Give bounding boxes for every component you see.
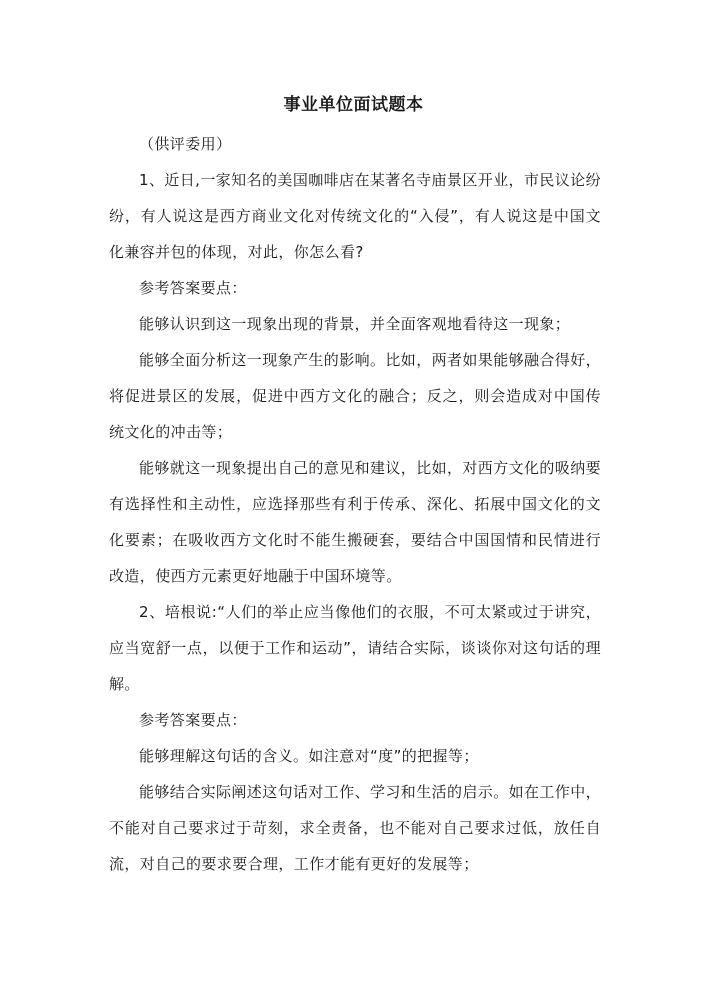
answer-heading-1: 参考答案要点： xyxy=(139,279,247,297)
question-2: 2、培根说:“人们的举止应当像他们的衣服，不可太紧或过于讲究，应当宽舒一点，以便于工作和运动”，请结合实际，谈谈你对这句话的理解。 xyxy=(109,603,601,693)
document-title: 事业单位面试题本 xyxy=(283,95,424,115)
document-body xyxy=(109,126,601,882)
answer-point-1c: 能够就这一现象提出自己的意见和建议，比如，对西方文化的吸纳要有选择性和主动性，应选择那些有利于传承、深化、拓展中国文化的文化要素；在吸收西方文化时不能生搬硬套，要结合中国国情和民情进行改造，使西方元素更好地融于中国环境等。 xyxy=(109,459,602,585)
answer-point-1a: 能够认识到这一现象出现的背景，并全面客观地看待这一现象； xyxy=(139,315,571,333)
reviewer-note: （供评委用） xyxy=(139,135,232,153)
answer-heading-2: 参考答案要点： xyxy=(139,711,247,729)
answer-point-2b: 能够结合实际阐述这句话对工作、学习和生活的启示。如在工作中，不能对自己要求过于苛刻，求全责备，也不能对自己要求过低，放任自流，对自己的要求要合理，工作才能有更好的发展等； xyxy=(109,783,602,873)
answer-point-2a: 能够理解这句话的含义。如注意对“度”的把握等； xyxy=(139,747,479,765)
answer-point-1b: 能够全面分析这一现象产生的影响。比如，两者如果能够融合得好，将促进景区的发展，促进中西方文化的融合；反之，则会造成对中国传统文化的冲击等； xyxy=(109,351,602,441)
question-1: 1、近日,一家知名的美国咖啡店在某著名寺庙景区开业，市民议论纷纷，有人说这是西方商业文化对传统文化的“入侵”，有人说这是中国文化兼容并包的体现，对此，你怎么看? xyxy=(109,171,601,261)
